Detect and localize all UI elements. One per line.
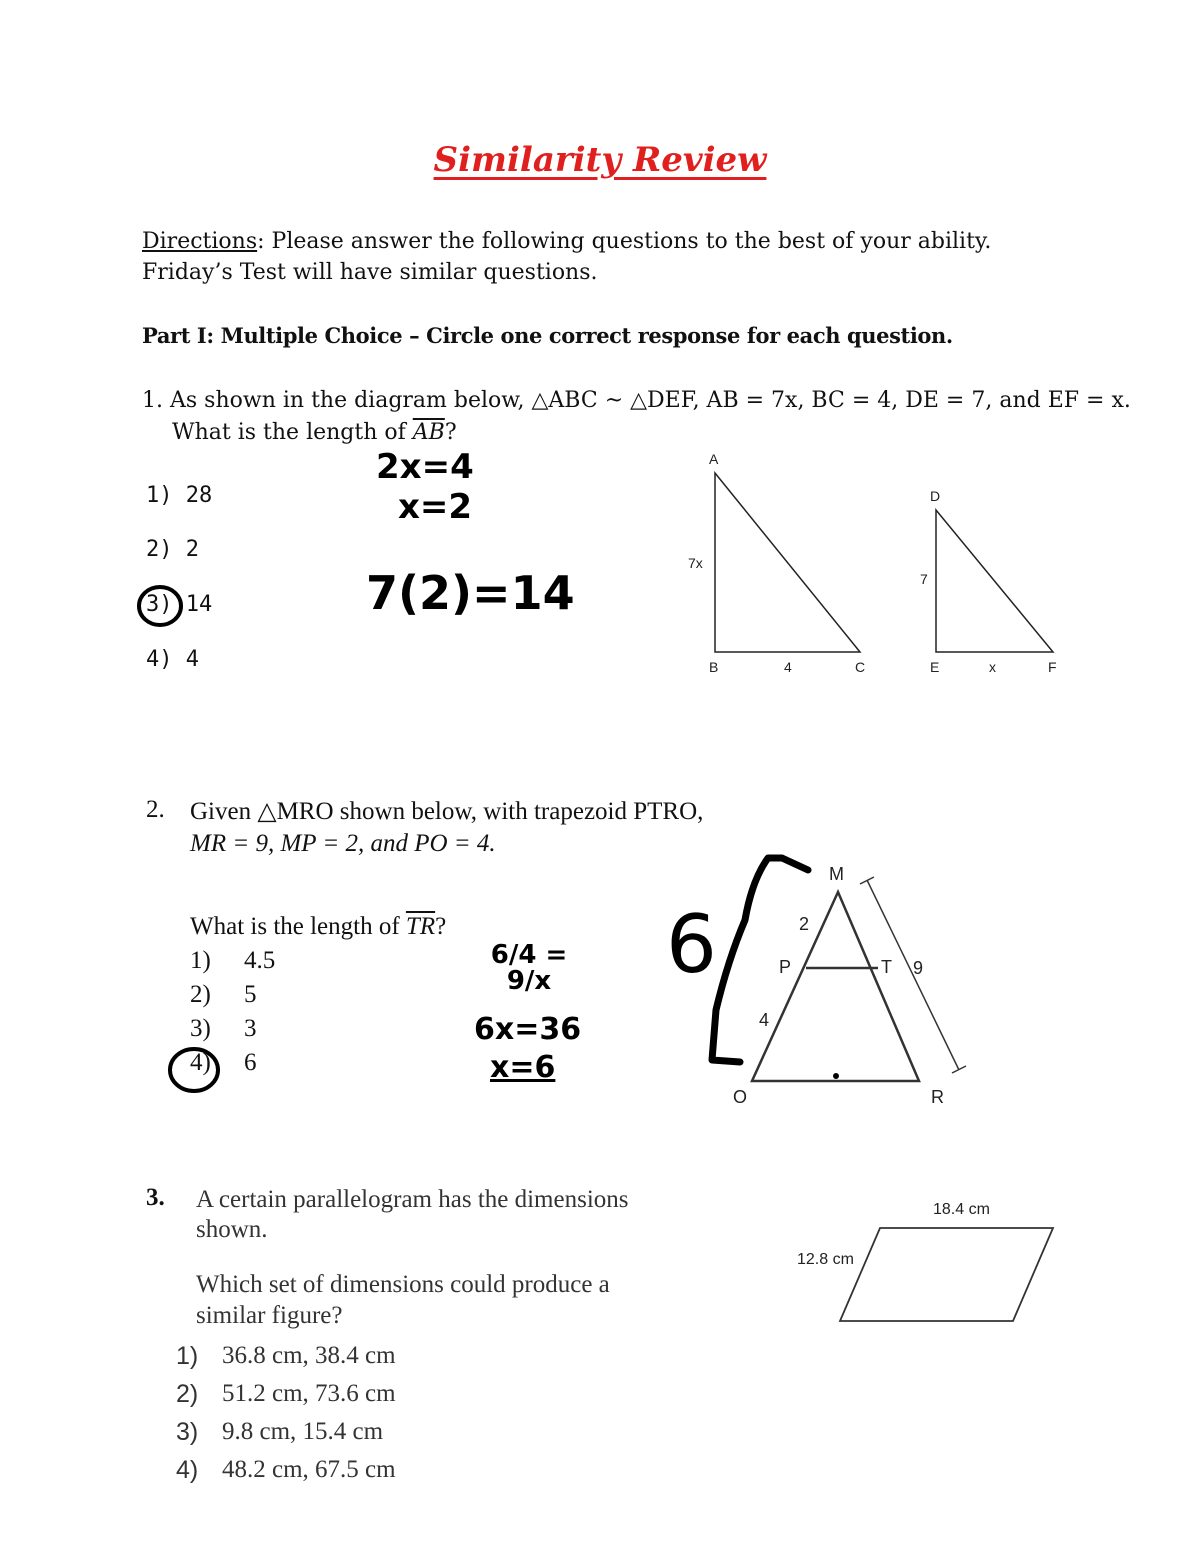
q2-label-mr: 9	[913, 958, 924, 978]
q2-number: 2.	[146, 796, 165, 823]
q2-label-O: O	[733, 1087, 748, 1107]
q2-label-mp: 2	[799, 914, 810, 934]
q2-choice-3-num: 3)	[190, 1015, 211, 1042]
directions-line2: Friday’s Test will have similar questions.	[142, 260, 598, 285]
q1-choice-4[interactable]: 4) 4	[146, 647, 199, 672]
q2-choice-1-num: 1)	[190, 947, 211, 974]
q2-dot	[833, 1073, 839, 1079]
q1-triangle-abc	[715, 473, 860, 652]
q1-label-F: F	[1048, 659, 1057, 675]
q2-work-line3: x=6	[490, 1050, 556, 1085]
q2-label-P: P	[779, 957, 792, 977]
q3-label-side: 12.8 cm	[797, 1251, 854, 1268]
q2-label-po: 4	[759, 1010, 770, 1030]
part1-header: Part I: Multiple Choice – Circle one correct response for each question.	[142, 323, 953, 348]
q3-choice-2-val: 51.2 cm, 73.6 cm	[222, 1380, 396, 1407]
q1-segment: $\overline{AB}$	[412, 420, 445, 445]
q1-label-de: 7	[920, 571, 928, 587]
q3-number: 3.	[146, 1184, 165, 1211]
q1-triangle-def	[936, 510, 1053, 652]
q3-line2: shown.	[196, 1216, 268, 1243]
directions-label: Directions	[142, 229, 258, 254]
q1-label-ef: x	[989, 659, 996, 675]
q2-line2: MR = 9, MP = 2, and PO = 4.	[190, 830, 496, 857]
q1-choice-2[interactable]: 2) 2	[146, 537, 199, 562]
q2-choice-4-num: 4)	[190, 1049, 211, 1076]
q2-triangle-mro	[752, 892, 919, 1081]
q2-line1: Given △MRO shown below, with trapezoid PTRO,	[190, 798, 704, 825]
q3-choice-2-num: 2)	[176, 1380, 199, 1408]
q1-question-text: What is the length of	[172, 420, 413, 445]
q2-choice-4-val: 6	[244, 1049, 257, 1076]
q2-dimension-tick-bottom	[952, 1066, 966, 1073]
q2-work-proportion: 6/4 = 9/x	[490, 940, 568, 996]
q3-choice-3-num: 3)	[176, 1418, 199, 1446]
q1-label-C: C	[855, 659, 866, 675]
q2-dimension-line	[867, 880, 959, 1070]
q3-ask1: Which set of dimensions could produce a	[196, 1271, 610, 1298]
q1-work-line1: 2x=4	[376, 447, 474, 487]
q2-ask-text: What is the length of	[190, 913, 406, 940]
directions-text: : Please answer the following questions to the best of your ability.	[257, 229, 992, 254]
q2-answer-circle	[170, 1049, 218, 1091]
q1-work-line3: 7(2)=14	[366, 566, 575, 620]
q3-line1: A certain parallelogram has the dimensions	[196, 1186, 629, 1213]
q2-label-T: T	[881, 957, 892, 977]
q2-choice-2-val: 5	[244, 981, 257, 1008]
q1-question-mark: ?	[444, 420, 457, 445]
q3-choice-1-val: 36.8 cm, 38.4 cm	[222, 1342, 396, 1369]
q3-choice-4-num: 4)	[176, 1456, 199, 1484]
q1-text: As shown in the diagram below, △ABC ~ △DEF, AB = 7x, BC = 4, DE = 7, and EF = x.	[170, 388, 1131, 413]
q3-ask2: similar figure?	[196, 1302, 343, 1329]
q2-choice-3-val: 3	[244, 1015, 257, 1042]
page-title: Similarity Review	[433, 140, 767, 180]
q1-label-B: B	[709, 659, 719, 675]
q2-side-note: 6	[666, 898, 717, 991]
q1-number: 1.	[142, 388, 163, 413]
q1-choice-3[interactable]: 3) 14	[146, 592, 213, 617]
q2-ask-mark: ?	[435, 913, 447, 940]
q1-label-E: E	[930, 659, 940, 675]
q1-choice-1[interactable]: 1) 28	[146, 483, 213, 508]
q1-label-D: D	[930, 488, 941, 504]
q2-choice-2-num: 2)	[190, 981, 211, 1008]
q2-label-M: M	[829, 864, 844, 884]
q1-work-line2: x=2	[398, 487, 473, 527]
q3-label-top: 18.4 cm	[933, 1201, 990, 1218]
q3-choice-3-val: 9.8 cm, 15.4 cm	[222, 1418, 384, 1445]
q2-segment: $\overline{TR}$	[405, 913, 436, 940]
q3-choice-4-val: 48.2 cm, 67.5 cm	[222, 1456, 396, 1483]
q2-label-R: R	[931, 1087, 944, 1107]
q2-bracket-mark	[712, 858, 808, 1062]
q1-label-bc: 4	[784, 659, 792, 675]
q2-choice-1-val: 4.5	[244, 947, 276, 974]
q2-work-line2: 6x=36	[474, 1012, 582, 1047]
q1-answer-circle	[139, 587, 181, 625]
q3-parallelogram	[840, 1228, 1053, 1321]
q2-dimension-tick-top	[860, 877, 874, 884]
q1-label-ab: 7x	[688, 555, 703, 571]
q3-choice-1-num: 1)	[176, 1342, 199, 1370]
q1-label-A: A	[709, 451, 719, 467]
